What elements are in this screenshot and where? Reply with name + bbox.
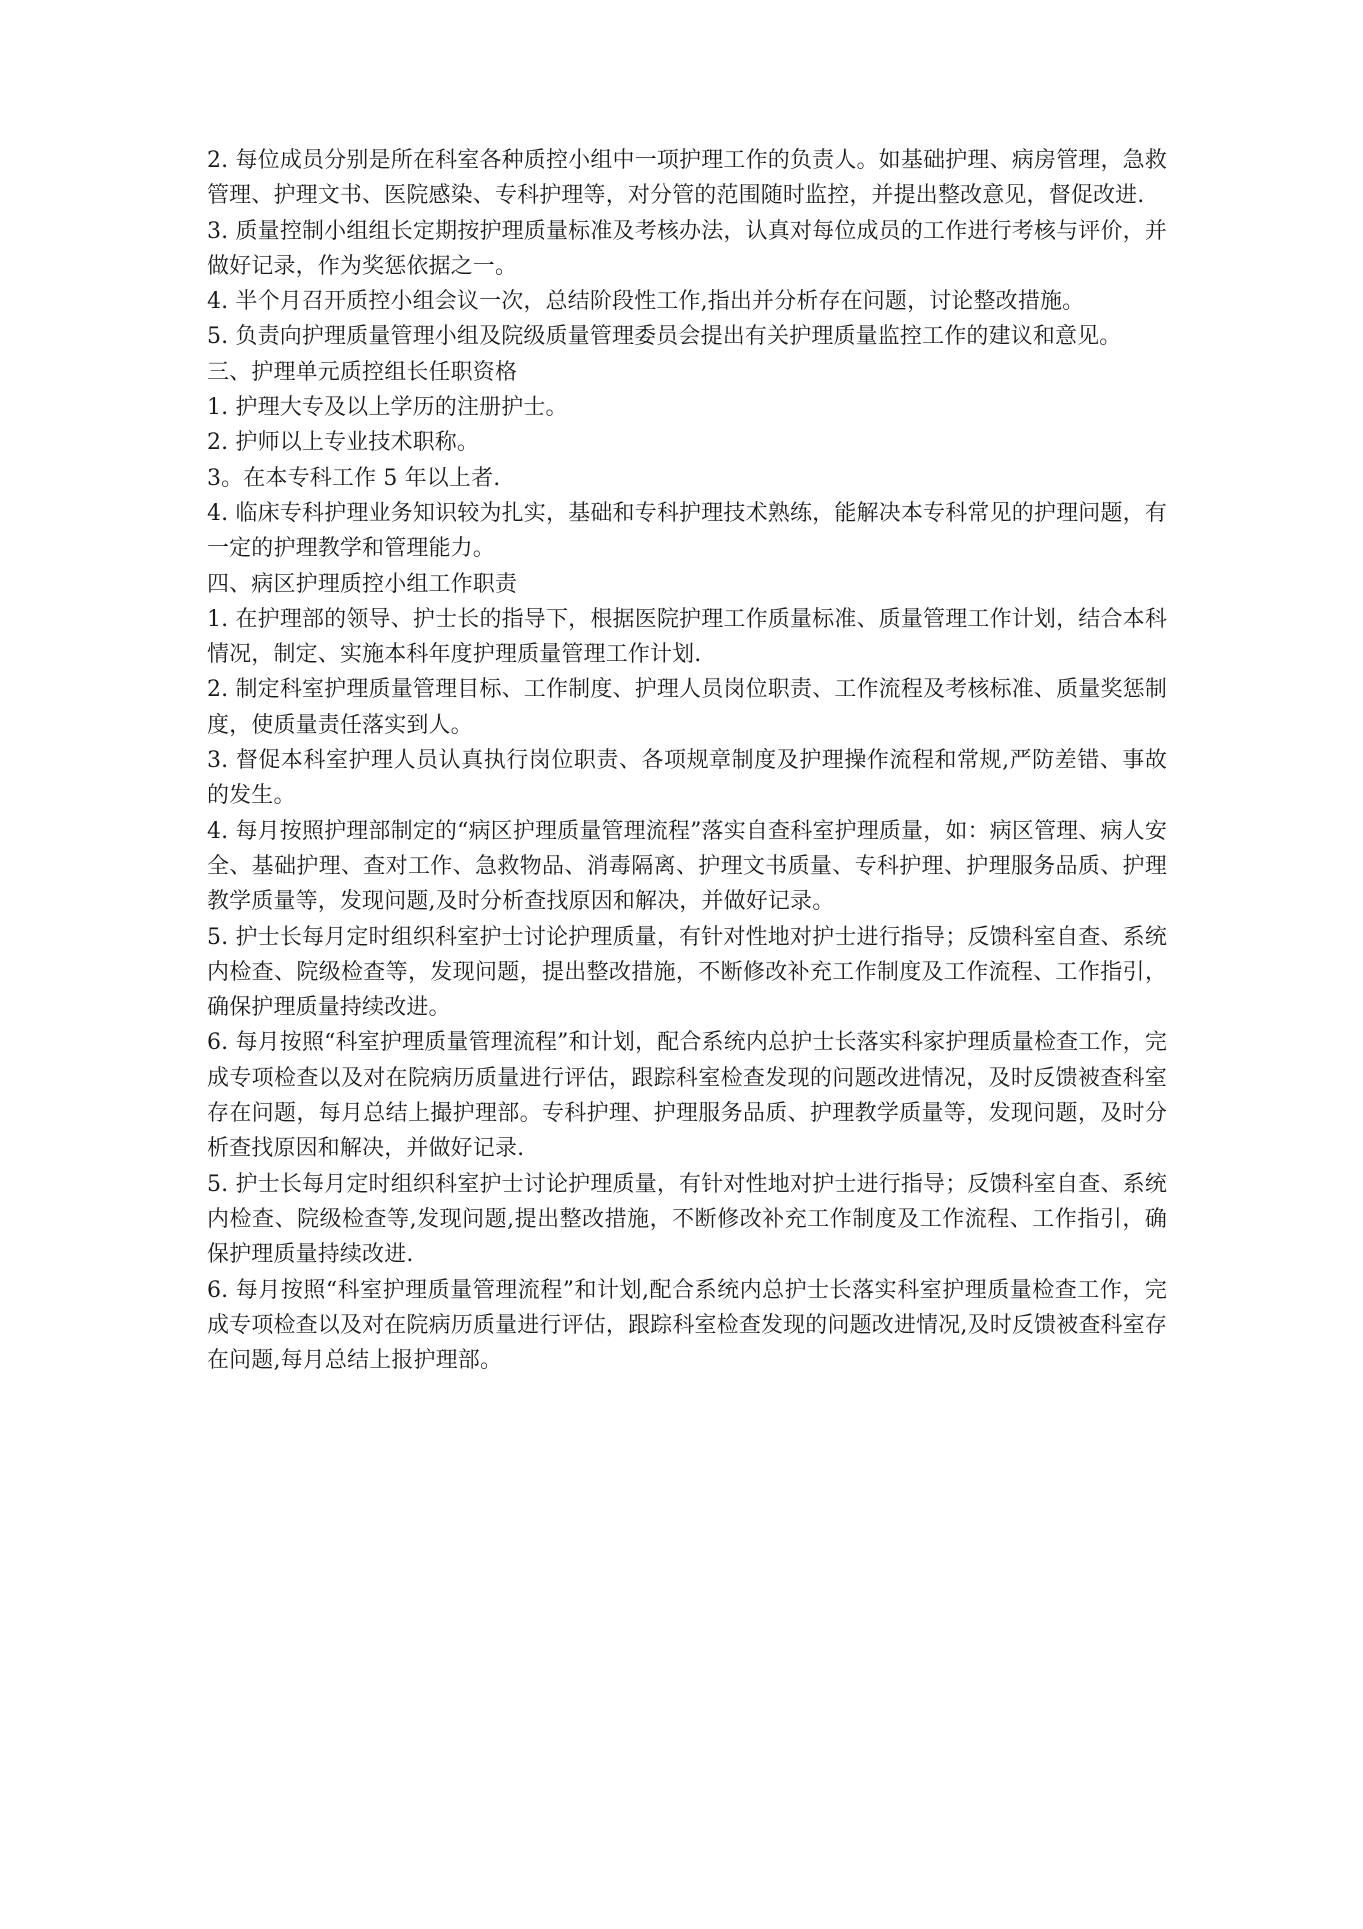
section-heading: 四、病区护理质控小组工作职责	[207, 571, 518, 597]
list-item: 5. 负责向护理质量管理小组及院级质量管理委员会提出有关护理质量监控工作的建议和意见。	[207, 324, 1122, 350]
list-item: 3. 督促本科室护理人员认真执行岗位职责、各项规章制度及护理操作流程和常规,严防差错、事故的发生。	[207, 748, 1167, 809]
list-item: 4. 临床专科护理业务知识较为扎实，基础和专科护理技术熟练，能解决本专科常见的护理问题，有一定的护理教学和管理能力。	[207, 500, 1167, 562]
list-item: 1. 护理大专及以上学历的注册护士。	[207, 395, 568, 421]
list-item: 6. 每月按照“科室护理质量管理流程”和计划,配合系统内总护士长落实科室护理质量检查工作，完成专项检查以及对在院病历质量进行评估，跟踪科室检查发现的问题改进情况,及时反馈被查科室存在问题,每月总结上报护理部。	[207, 1277, 1167, 1374]
list-item: 5. 护士长每月定时组织科室护士讨论护理质量，有针对性地对护士进行指导；反馈科室自查、系统内检查、院级检查等,发现问题,提出整改措施，不断修改补充工作制度及工作流程、工作指引，确保护理质量持续改进.	[207, 1171, 1167, 1268]
list-item: 4. 每月按照护理部制定的“病区护理质量管理流程”落实自查科室护理质量，如：病区管理、病人安全、基础护理、查对工作、急救物品、消毒隔离、护理文书质量、专科护理、护理服务品质、护理教学质量等，发现问题,及时分析查找原因和解决，并做好记录。	[207, 818, 1167, 915]
list-item: 2. 每位成员分别是所在科室各种质控小组中一项护理工作的负责人。如基础护理、病房管理，急救管理、护理文书、医院感染、专科护理等，对分管的范围随时监控，并提出整改意见，督促改进.	[207, 148, 1167, 209]
section-heading: 三、护理单元质控组长任职资格	[207, 359, 518, 385]
list-item: 2. 制定科室护理质量管理目标、工作制度、护理人员岗位职责、工作流程及考核标准、质量奖惩制度，使质量责任落实到人。	[207, 677, 1167, 738]
list-item: 3。在本专科工作 5 年以上者.	[207, 465, 501, 491]
list-item: 6. 每月按照“科室护理质量管理流程”和计划，配合系统内总护士长落实科家护理质量检查工作，完成专项检查以及对在院病历质量进行评估，跟踪科室检查发现的问题改进情况，及时反馈被查科室存在问题，每月总结上撮护理部。专科护理、护理服务品质、护理教学质量等，发现问题，及时分析查找原因和解决，并做好记录.	[207, 1030, 1167, 1162]
list-item: 3. 质量控制小组组长定期按护理质量标准及考核办法，认真对每位成员的工作进行考核与评价，并做好记录，作为奖惩依据之一。	[207, 218, 1167, 279]
list-item: 2. 护师以上专业技术职称。	[207, 430, 480, 456]
document-body	[207, 143, 1167, 1378]
list-item: 4. 半个月召开质控小组会议一次，总结阶段性工作,指出并分析存在问题，讨论整改措施。	[207, 289, 1085, 315]
list-item: 5. 护士长每月定时组织科室护士讨论护理质量，有针对性地对护士进行指导；反馈科室自查、系统内检查、院级检查等，发现问题，提出整改措施，不断修改补充工作制度及工作流程、工作指引，确保护理质量持续改进。	[207, 924, 1167, 1021]
list-item: 1. 在护理部的领导、护士长的指导下，根据医院护理工作质量标准、质量管理工作计划，结合本科情况，制定、实施本科年度护理质量管理工作计划.	[207, 606, 1167, 668]
